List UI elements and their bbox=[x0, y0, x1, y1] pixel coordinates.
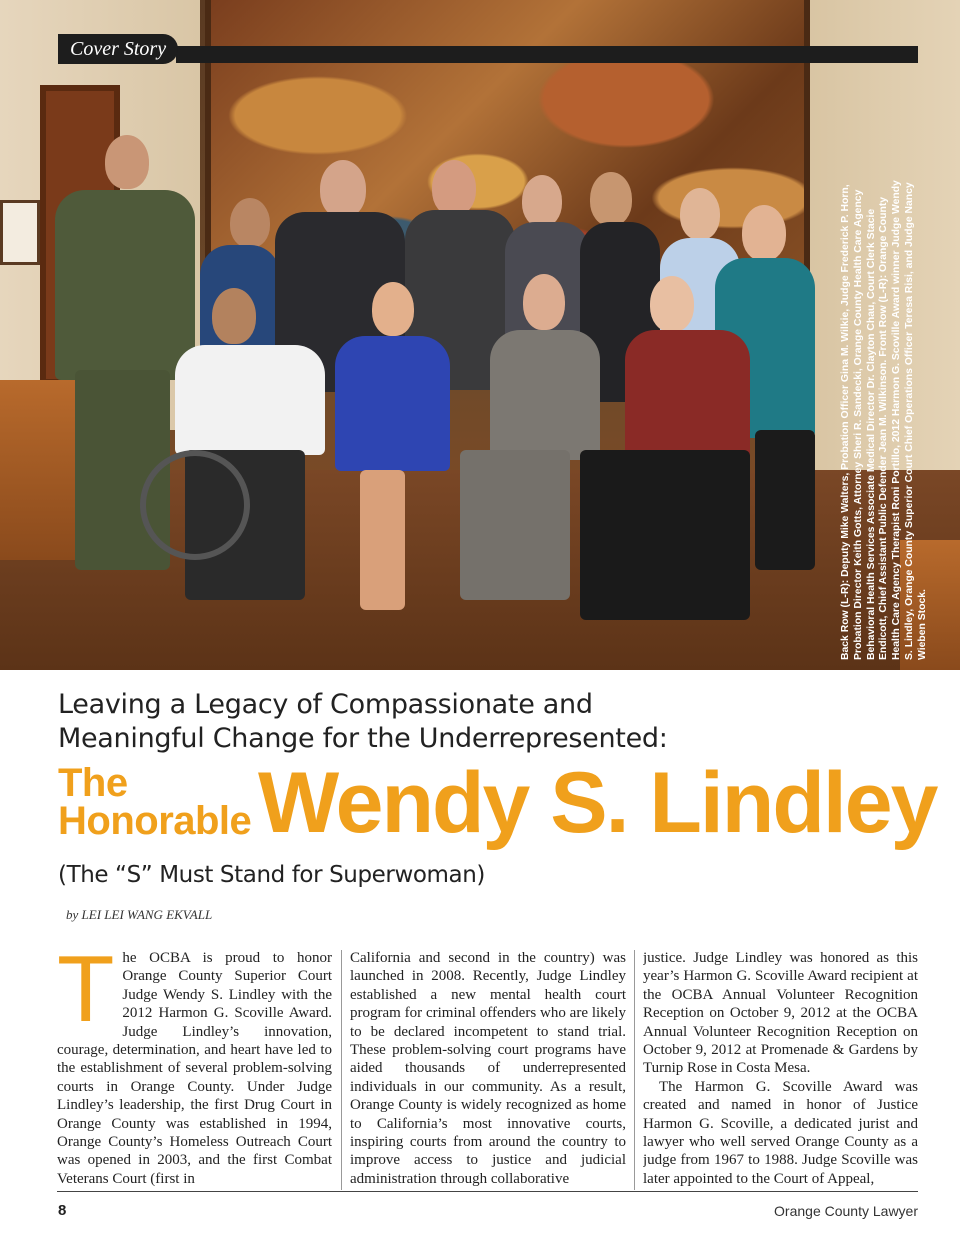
cover-story-bar bbox=[176, 46, 918, 63]
section-label: Cover Story bbox=[58, 34, 178, 64]
title-honorable: Honorable bbox=[58, 799, 252, 843]
column-divider-1 bbox=[341, 950, 342, 1190]
footer-rule bbox=[57, 1191, 918, 1192]
kicker-line-1: Leaving a Legacy of Compassionate and bbox=[58, 689, 593, 720]
title-name: Wendy S. Lindley bbox=[258, 755, 937, 851]
column-3-paragraph-2: The Harmon G. Scoville Award was created and named in honor of Justice Harmon G. Scoville, a dedicated jurist and lawyer who well served Orange County as a judge from 1967 to 1988. Judge Scoville was later appointed to the Court of Appeal, bbox=[643, 1078, 918, 1187]
headline-kicker bbox=[58, 688, 758, 756]
article-column-3 bbox=[643, 949, 918, 1191]
byline: by LEI LEI WANG EKVALL bbox=[66, 907, 213, 922]
column-divider-2 bbox=[634, 950, 635, 1190]
article-column-2 bbox=[350, 949, 626, 1191]
article-column-1 bbox=[57, 949, 332, 1191]
photo-caption: Back Row (L-R): Deputy Mike Walters, Probation Officer Gina M. Wilkie, Judge Frederick P. Horn, Probation Director Keith Gotts, Attorney Sheri R. Sandecki, Orange County Health Care Agency Behavioral Health Services Associate Medical Director Dr. Clayton Chau, Court Clerk Stacie Endicott, Chief Assistant Public Defender Jean M. Wilkinson. Front Row (L-R): Orange County Health Care Agency Therapist Roni Portillo, 2012 Harmon G. Scoville Award winner Judge Wendy S. Lindley, Orange County Superior Court Chief Operations Officer Teresa Risi, and Judge Nancy Wieben Stock. bbox=[840, 180, 928, 660]
kicker-line-2: Meaningful Change for the Underrepresented: bbox=[58, 723, 668, 754]
dropcap: T bbox=[57, 949, 115, 1041]
column-2-text: California and second in the country) was launched in 2008. Recently, Judge Lindley established a new mental health court program for criminal offenders who are likely to be declared incompetent to stand trial. These problem-solving court programs have aided thousands of underrepresented individuals in our community. As a result, Orange County is widely recognized as home to California’s most innovative courts, inspiring courts from around the country to improve access to justice and judicial administration through collaborative bbox=[350, 950, 626, 1187]
page-number: 8 bbox=[58, 1202, 67, 1219]
column-1-text: he OCBA is proud to honor Orange County Superior Court Judge Wendy S. Lindley with the 2012 Harmon G. Scoville Award. Judge Lindley’s innovation, courage, determination, and heart have led to the establishment of several problem-solving courts in Orange County. Under Judge Lindley’s leadership, the first Drug Court in Orange County was established in 1994, Orange County’s Homeless Outreach Court was opened in 2003, and the first Combat Veterans Court (first in bbox=[57, 950, 332, 1187]
wall-plaque bbox=[0, 200, 40, 265]
title-the: The bbox=[58, 761, 128, 805]
photo-caption-container bbox=[840, 170, 940, 660]
column-3-paragraph-1: justice. Judge Lindley was honored as this year’s Harmon G. Scoville Award recipient at the OCBA Annual Volunteer Recognition Reception on October 9, 2012 at the OCBA Annual Volunteer Recognition Reception on October 9, 2012 at Promenade & Gardens by Turnip Rose in Costa Mesa. bbox=[643, 950, 918, 1077]
publication-name: Orange County Lawyer bbox=[774, 1203, 918, 1219]
subtitle: (The “S” Must Stand for Superwoman) bbox=[58, 862, 485, 888]
title-honorific bbox=[58, 761, 252, 843]
